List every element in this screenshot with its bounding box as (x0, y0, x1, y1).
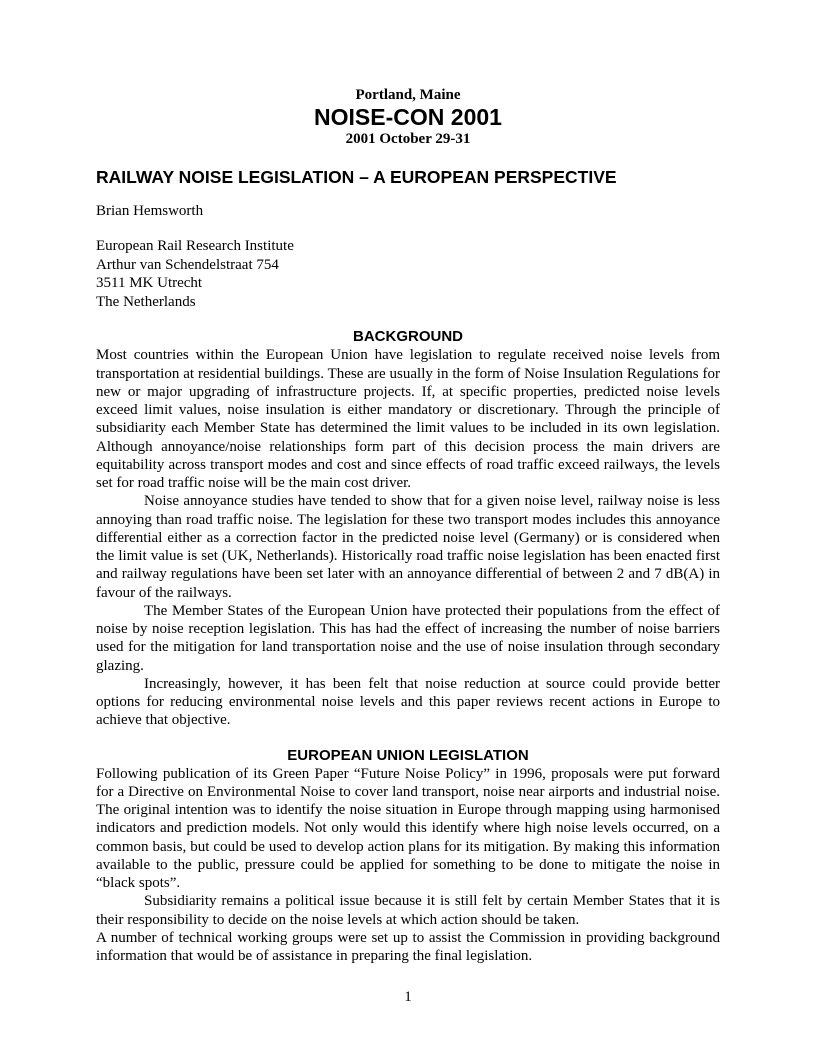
affiliation-line: European Rail Research Institute (96, 238, 294, 255)
body-paragraph: The Member States of the European Union have protected their populations from the effect of noise by noise reception legislation. This has had the effect of increasing the number of noise barriers used for the mitigation for land transportation noise and the use of noise insulation through secondary glazing. (96, 602, 720, 674)
affiliation-line: Arthur van Schendelstraat 754 (96, 256, 279, 273)
body-paragraph: Increasingly, however, it has been felt that noise reduction at source could provide better options for reducing environmental noise levels and this paper reviews recent actions in Europe to achieve that objective. (96, 675, 720, 729)
document-page (96, 86, 720, 965)
body-paragraph: Following publication of its Green Paper “Future Noise Policy” in 1996, proposals were put forward for a Directive on Environmental Noise to cover land transport, noise near airports and industrial noise. The original intention was to identify the noise situation in Europe through mapping using harmonised indicators and prediction models. Not only would this identify where high noise levels occurred, on a common basis, but could be used to develop action plans for its mitigation. By making this information available to the public, pressure could be applied for something to be done to mitigate the noise in “black spots”. (96, 765, 720, 891)
section-heading-eu-legislation: EUROPEAN UNION LEGISLATION (287, 746, 529, 764)
body-paragraph: Most countries within the European Union have legislation to regulate received noise levels from transportation at residential buildings. These are usually in the form of Noise Insulation Regulations for new or major upgrading of infrastructure projects. If, at specific properties, predicted noise levels exceed limit values, noise insulation is either mandatory or discretionary. Through the principle of subsidiarity each Member State has determined the limit values to be included in its own legislation. Although annoyance/noise relationships form part of this decision process the main drivers are equitability across transport modes and cost and since effects of road traffic exceed railways, the levels set for road traffic noise will be the main cost driver. (96, 347, 720, 491)
affiliation-line: 3511 MK Utrecht (96, 275, 203, 292)
body-paragraph: Subsidiarity remains a political issue because it is still felt by certain Member States that it is their responsibility to decide on the noise levels at which action should be taken. (96, 893, 720, 928)
conference-dates: 2001 October 29-31 (345, 131, 471, 147)
affiliation-line: The Netherlands (96, 293, 196, 310)
conference-location: Portland, Maine (355, 87, 461, 103)
author-name: Brian Hemsworth (96, 203, 204, 219)
body-paragraph: A number of technical working groups were set up to assist the Commission in providing background information that would be of assistance in preparing the final legislation. (96, 929, 720, 964)
paper-title: RAILWAY NOISE LEGISLATION – A EUROPEAN PERSPECTIVE (96, 167, 617, 187)
page-number: 1 (404, 989, 412, 1005)
author-affiliation (96, 237, 720, 311)
section-heading-background: BACKGROUND (353, 328, 463, 346)
conference-name: NOISE-CON 2001 (314, 104, 502, 130)
body-paragraph: Noise annoyance studies have tended to show that for a given noise level, railway noise is less annoying than road traffic noise. The legislation for these two transport modes includes this annoyance differential either as a correction factor in the predicted noise level (Germany) or is considered when the limit value is set (UK, Netherlands). Historically road traffic noise legislation has been enacted first and railway regulations have been set later with an annoyance differential of between 2 and 7 dB(A) in favour of the railways. (96, 493, 720, 601)
